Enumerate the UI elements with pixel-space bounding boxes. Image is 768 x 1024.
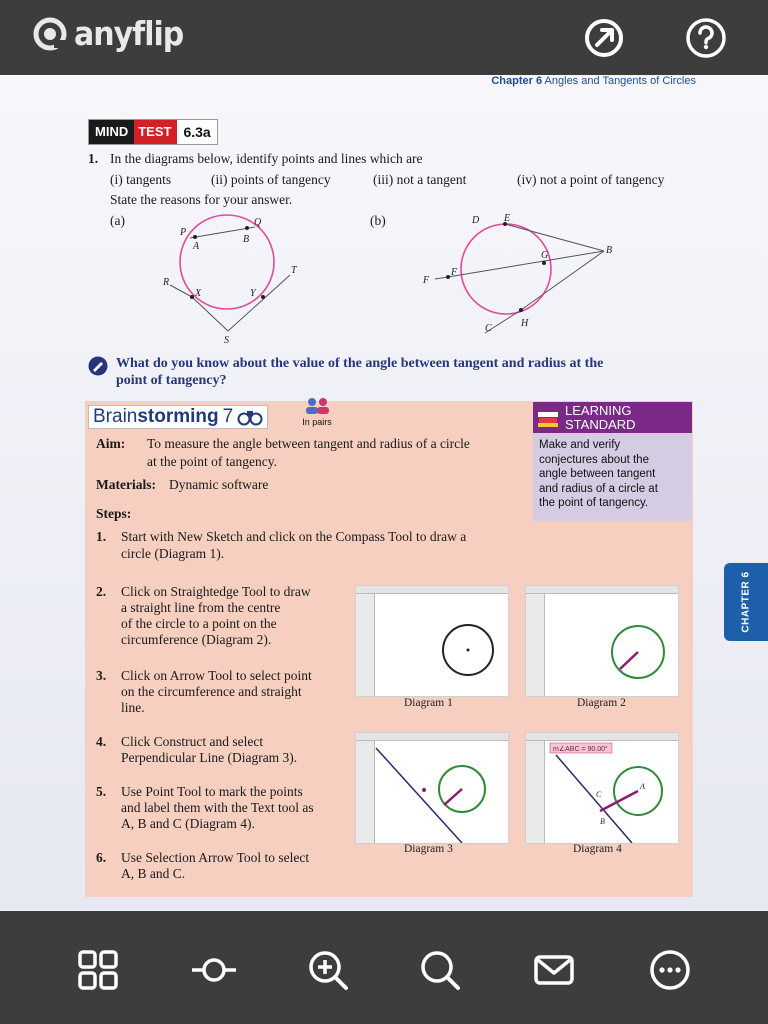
step-line: and label them with the Text tool as — [121, 800, 314, 815]
step-line: Click on Straightedge Tool to draw — [121, 584, 311, 599]
angle-measure-readout: m∠ABC = 90.00° — [553, 746, 608, 753]
brainstorming-title — [88, 405, 268, 429]
in-pairs-badge — [302, 397, 332, 427]
binoculars-icon — [237, 408, 263, 426]
label-R: R — [163, 277, 170, 288]
zoom-in-icon[interactable] — [306, 948, 350, 992]
steps-label: Steps: — [96, 506, 132, 521]
diagram-3-caption: Diagram 3 — [404, 843, 453, 855]
q1-reasons: State the reasons for your answer. — [110, 192, 293, 207]
learning-standard-text — [539, 438, 689, 511]
step-line: circle (Diagram 1). — [121, 546, 225, 561]
question-line-1: What do you know about the value of the angle between tangent and radius at the — [116, 356, 604, 371]
q1-option-ii: (ii) points of tangency — [211, 172, 331, 187]
pencil-icon — [88, 356, 108, 376]
figure-b-circle-diagram — [415, 211, 625, 336]
brand-name: anyflip — [74, 14, 184, 54]
q1-option-iii: (iii) not a tangent — [373, 172, 467, 187]
label-Q: Q — [254, 217, 262, 228]
step-number: 5. — [96, 784, 107, 799]
label-B: B — [243, 234, 250, 245]
step-number: 1. — [96, 529, 107, 544]
diagram-1-screenshot — [355, 585, 509, 697]
step-line: a straight line from the centre — [121, 600, 281, 615]
books-icon — [537, 408, 559, 428]
q1-intro: In the diagrams below, identify points and lines which are — [110, 151, 423, 166]
learning-title-2: STANDARD — [565, 416, 636, 432]
diagram-2-screenshot — [525, 585, 679, 697]
brainstorm-brain: Brain — [93, 406, 138, 427]
brainstorm-storming: storming — [137, 406, 219, 427]
learning-line: the point of tangency. — [539, 497, 649, 509]
step-line: A, B and C. — [121, 866, 186, 881]
q1-option-iv: (iv) not a point of tangency — [517, 172, 665, 187]
step-number: 4. — [96, 734, 107, 749]
chapter-side-tab[interactable] — [724, 563, 768, 641]
label-X: X — [195, 288, 202, 299]
diagram-3-screenshot — [355, 732, 509, 844]
diagram-2-caption: Diagram 2 — [577, 697, 626, 709]
label-T: T — [291, 265, 297, 276]
step-line: Use Selection Arrow Tool to select — [121, 850, 310, 865]
learning-line: conjectures about the — [539, 453, 649, 466]
q1-part-b: (b) — [370, 213, 386, 228]
running-header — [491, 75, 696, 87]
help-icon[interactable] — [684, 16, 728, 60]
chapter-tab-label: CHAPTER 6 — [740, 571, 752, 633]
step-line: on the circumference and straight — [121, 684, 302, 699]
learning-line: angle between tangent — [539, 468, 656, 480]
step-number: 3. — [96, 668, 107, 683]
diagram-4-caption: Diagram 4 — [573, 843, 622, 855]
top-toolbar — [0, 0, 768, 75]
mail-icon[interactable] — [532, 948, 576, 992]
search-icon[interactable] — [418, 948, 462, 992]
step-line: Start with New Sketch and click on the Compass Tool to draw a — [121, 529, 467, 544]
chapter-number: Chapter 6 — [491, 75, 543, 87]
diagram-1-caption: Diagram 1 — [404, 697, 453, 709]
thumbnails-icon[interactable] — [76, 948, 120, 992]
step-line: Click Construct and select — [121, 734, 264, 749]
q1-part-a: (a) — [110, 213, 125, 228]
figure-a-circle-diagram — [150, 213, 320, 343]
label-C: C — [596, 790, 602, 799]
label-F-outer: F — [423, 275, 430, 286]
autoflip-icon[interactable] — [192, 948, 236, 992]
step-line: Click on Arrow Tool to select point — [121, 668, 312, 683]
label-E: E — [504, 213, 511, 224]
flipbook-page — [0, 75, 768, 910]
step-line: Perpendicular Line (Diagram 3). — [121, 750, 298, 765]
learning-line: Make and verify — [539, 439, 621, 451]
step-line: Use Point Tool to mark the points — [121, 784, 303, 799]
question-line-2: point of tangency? — [116, 373, 227, 388]
materials-value: Dynamic software — [169, 477, 269, 492]
share-icon[interactable] — [582, 16, 626, 60]
label-A: A — [640, 782, 645, 791]
step-line: circumference (Diagram 2). — [121, 632, 272, 647]
label-C: C — [485, 323, 492, 334]
mindtest-mind: MIND — [89, 120, 134, 144]
brainstorm-number: 7 — [222, 406, 234, 427]
anyflip-logo[interactable] — [32, 16, 183, 52]
diagram-4-screenshot — [525, 732, 679, 844]
q1-option-i: (i) tangents — [110, 172, 172, 187]
step-line: of the circle to a point on the — [121, 616, 277, 631]
label-A: A — [193, 241, 200, 252]
label-F-inner: F — [451, 267, 458, 278]
aim-label: Aim: — [96, 436, 126, 451]
learning-standard-header — [533, 402, 692, 433]
q1-number: 1. — [88, 151, 99, 166]
materials-label: Materials: — [96, 477, 156, 492]
more-icon[interactable] — [648, 948, 692, 992]
step-line: A, B and C (Diagram 4). — [121, 816, 255, 831]
label-D: D — [472, 215, 480, 226]
in-pairs-label: In pairs — [302, 417, 332, 427]
label-H: H — [521, 318, 529, 329]
mindtest-badge — [88, 119, 218, 145]
label-G: G — [541, 250, 549, 261]
step-line: line. — [121, 700, 145, 715]
aim-line-2: at the point of tangency. — [147, 454, 277, 469]
label-S: S — [224, 335, 229, 343]
step-number: 6. — [96, 850, 107, 865]
anyflip-logo-icon — [32, 16, 68, 52]
mindtest-test: TEST — [134, 120, 175, 144]
pairs-people-icon — [302, 397, 332, 415]
label-B: B — [606, 245, 613, 256]
learning-line: and radius of a circle at — [539, 482, 658, 495]
aim-line-1: To measure the angle between tangent and radius of a circle — [147, 436, 470, 451]
learning-title-1: LEARNING — [565, 402, 632, 418]
step-number: 2. — [96, 584, 107, 599]
label-B: B — [600, 817, 605, 826]
mindtest-number: 6.3a — [175, 120, 216, 144]
chapter-title: Angles and Tangents of Circles — [544, 75, 696, 87]
label-P: P — [180, 227, 187, 238]
discussion-question — [88, 355, 700, 389]
label-Y: Y — [250, 288, 256, 299]
